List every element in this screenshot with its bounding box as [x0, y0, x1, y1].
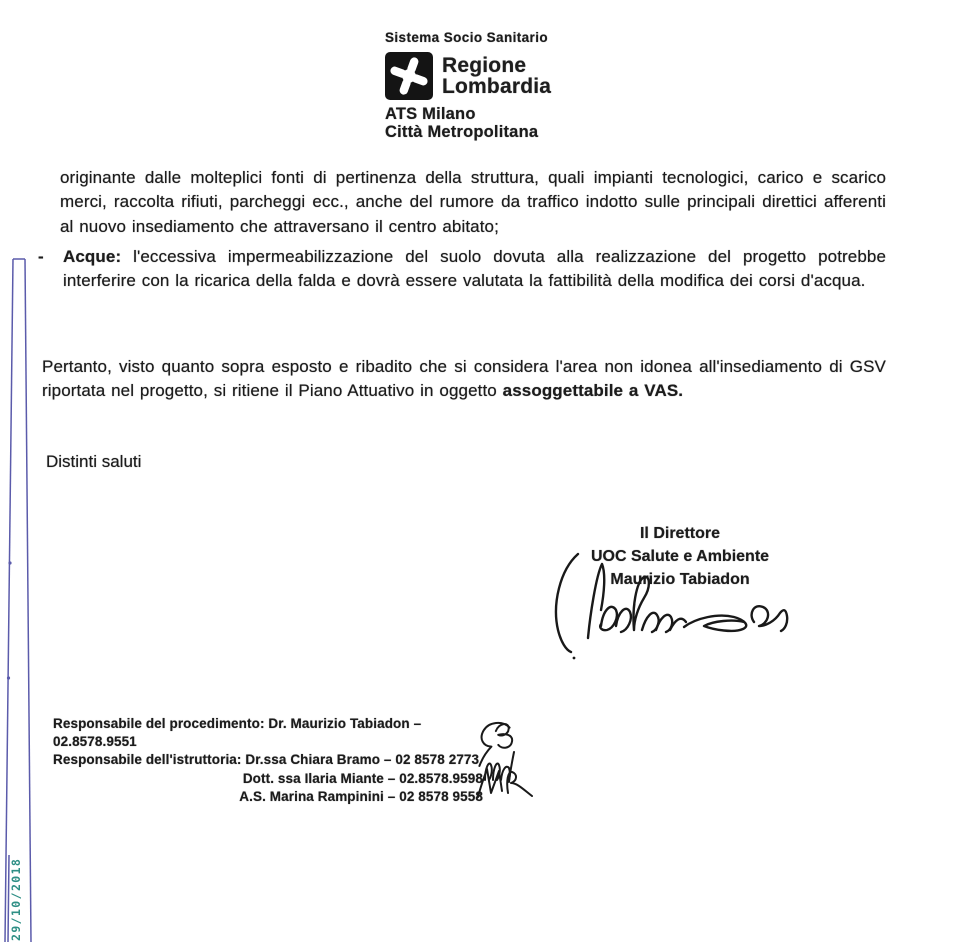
- org-name-line2: Città Metropolitana: [385, 122, 539, 141]
- vas-bold-text: assoggettabile a VAS.: [502, 381, 684, 401]
- org-name-line1: ATS Milano: [385, 105, 476, 123]
- system-label: Sistema Socio Sanitario: [385, 30, 548, 45]
- rosa-camuna-icon: [385, 52, 433, 100]
- fax-date: 29/10/2018: [9, 857, 23, 941]
- handwritten-signature-icon: [546, 546, 796, 661]
- footer-line-istruttoria: Responsabile dell'istruttoria: Dr.ssa Chiara Bramo – 02 8578 2773: [53, 752, 480, 768]
- signer-name: Maurizio Tabiadon: [610, 571, 750, 588]
- body-paragraph-continuation: originante dalle molteplici fonti di pertinenza della struttura, quali impianti tecnologici, carico e scarico merci, raccolta rifiuti, parcheggi ecc., anche del rumore da traffico indotto sulle principali direttici afferenti al nuovo insediamento che attraversano il centro abitato;: [60, 168, 886, 236]
- water-bullet-item: [38, 245, 886, 294]
- logo-row: [385, 52, 685, 100]
- logo-wordmark: [442, 55, 551, 97]
- bullet-body: [63, 245, 886, 294]
- bullet-term: Acque:: [63, 247, 122, 266]
- conclusion-paragraph: [42, 355, 886, 404]
- fax-border-lines: [0, 255, 40, 942]
- logo-wordmark-line1: Regione: [442, 54, 527, 77]
- org-name: [385, 106, 685, 141]
- footer-line-procedimento: Responsabile del procedimento: Dr. Maurizio Tabiadon – 02.8578.9551: [53, 716, 422, 750]
- unit-name: UOC Salute e Ambiente: [590, 548, 770, 565]
- footer-line-miante: Dott. ssa Ilaria Miante – 02.8578.9598: [242, 770, 483, 786]
- footer-contacts: [53, 715, 483, 806]
- handwritten-initials-mr-icon: [476, 765, 534, 799]
- letterhead: [385, 30, 685, 141]
- conclusion-text: Pertanto, visto quanto sopra esposto e ribadito che si considera l'area non idonea all'insediamento di GSV riportata nel progetto, si ritiene il Piano Attuativo in oggetto: [42, 357, 886, 401]
- salutation: Distinti saluti: [46, 452, 142, 471]
- footer-line-rampinini: A.S. Marina Rampinini – 02 8578 9558: [239, 788, 483, 804]
- logo-wordmark-line2: Lombardia: [442, 75, 552, 98]
- bullet-text: l'eccessiva impermeabilizzazione del suolo dovuta alla realizzazione del progetto potrebbe interferire con la ricarica della falda e dovrà essere valutata la fattibilità della modifica dei corsi d'acqua.: [63, 247, 886, 291]
- bullet-dash: -: [38, 247, 44, 266]
- director-title: Il Direttore: [639, 525, 720, 542]
